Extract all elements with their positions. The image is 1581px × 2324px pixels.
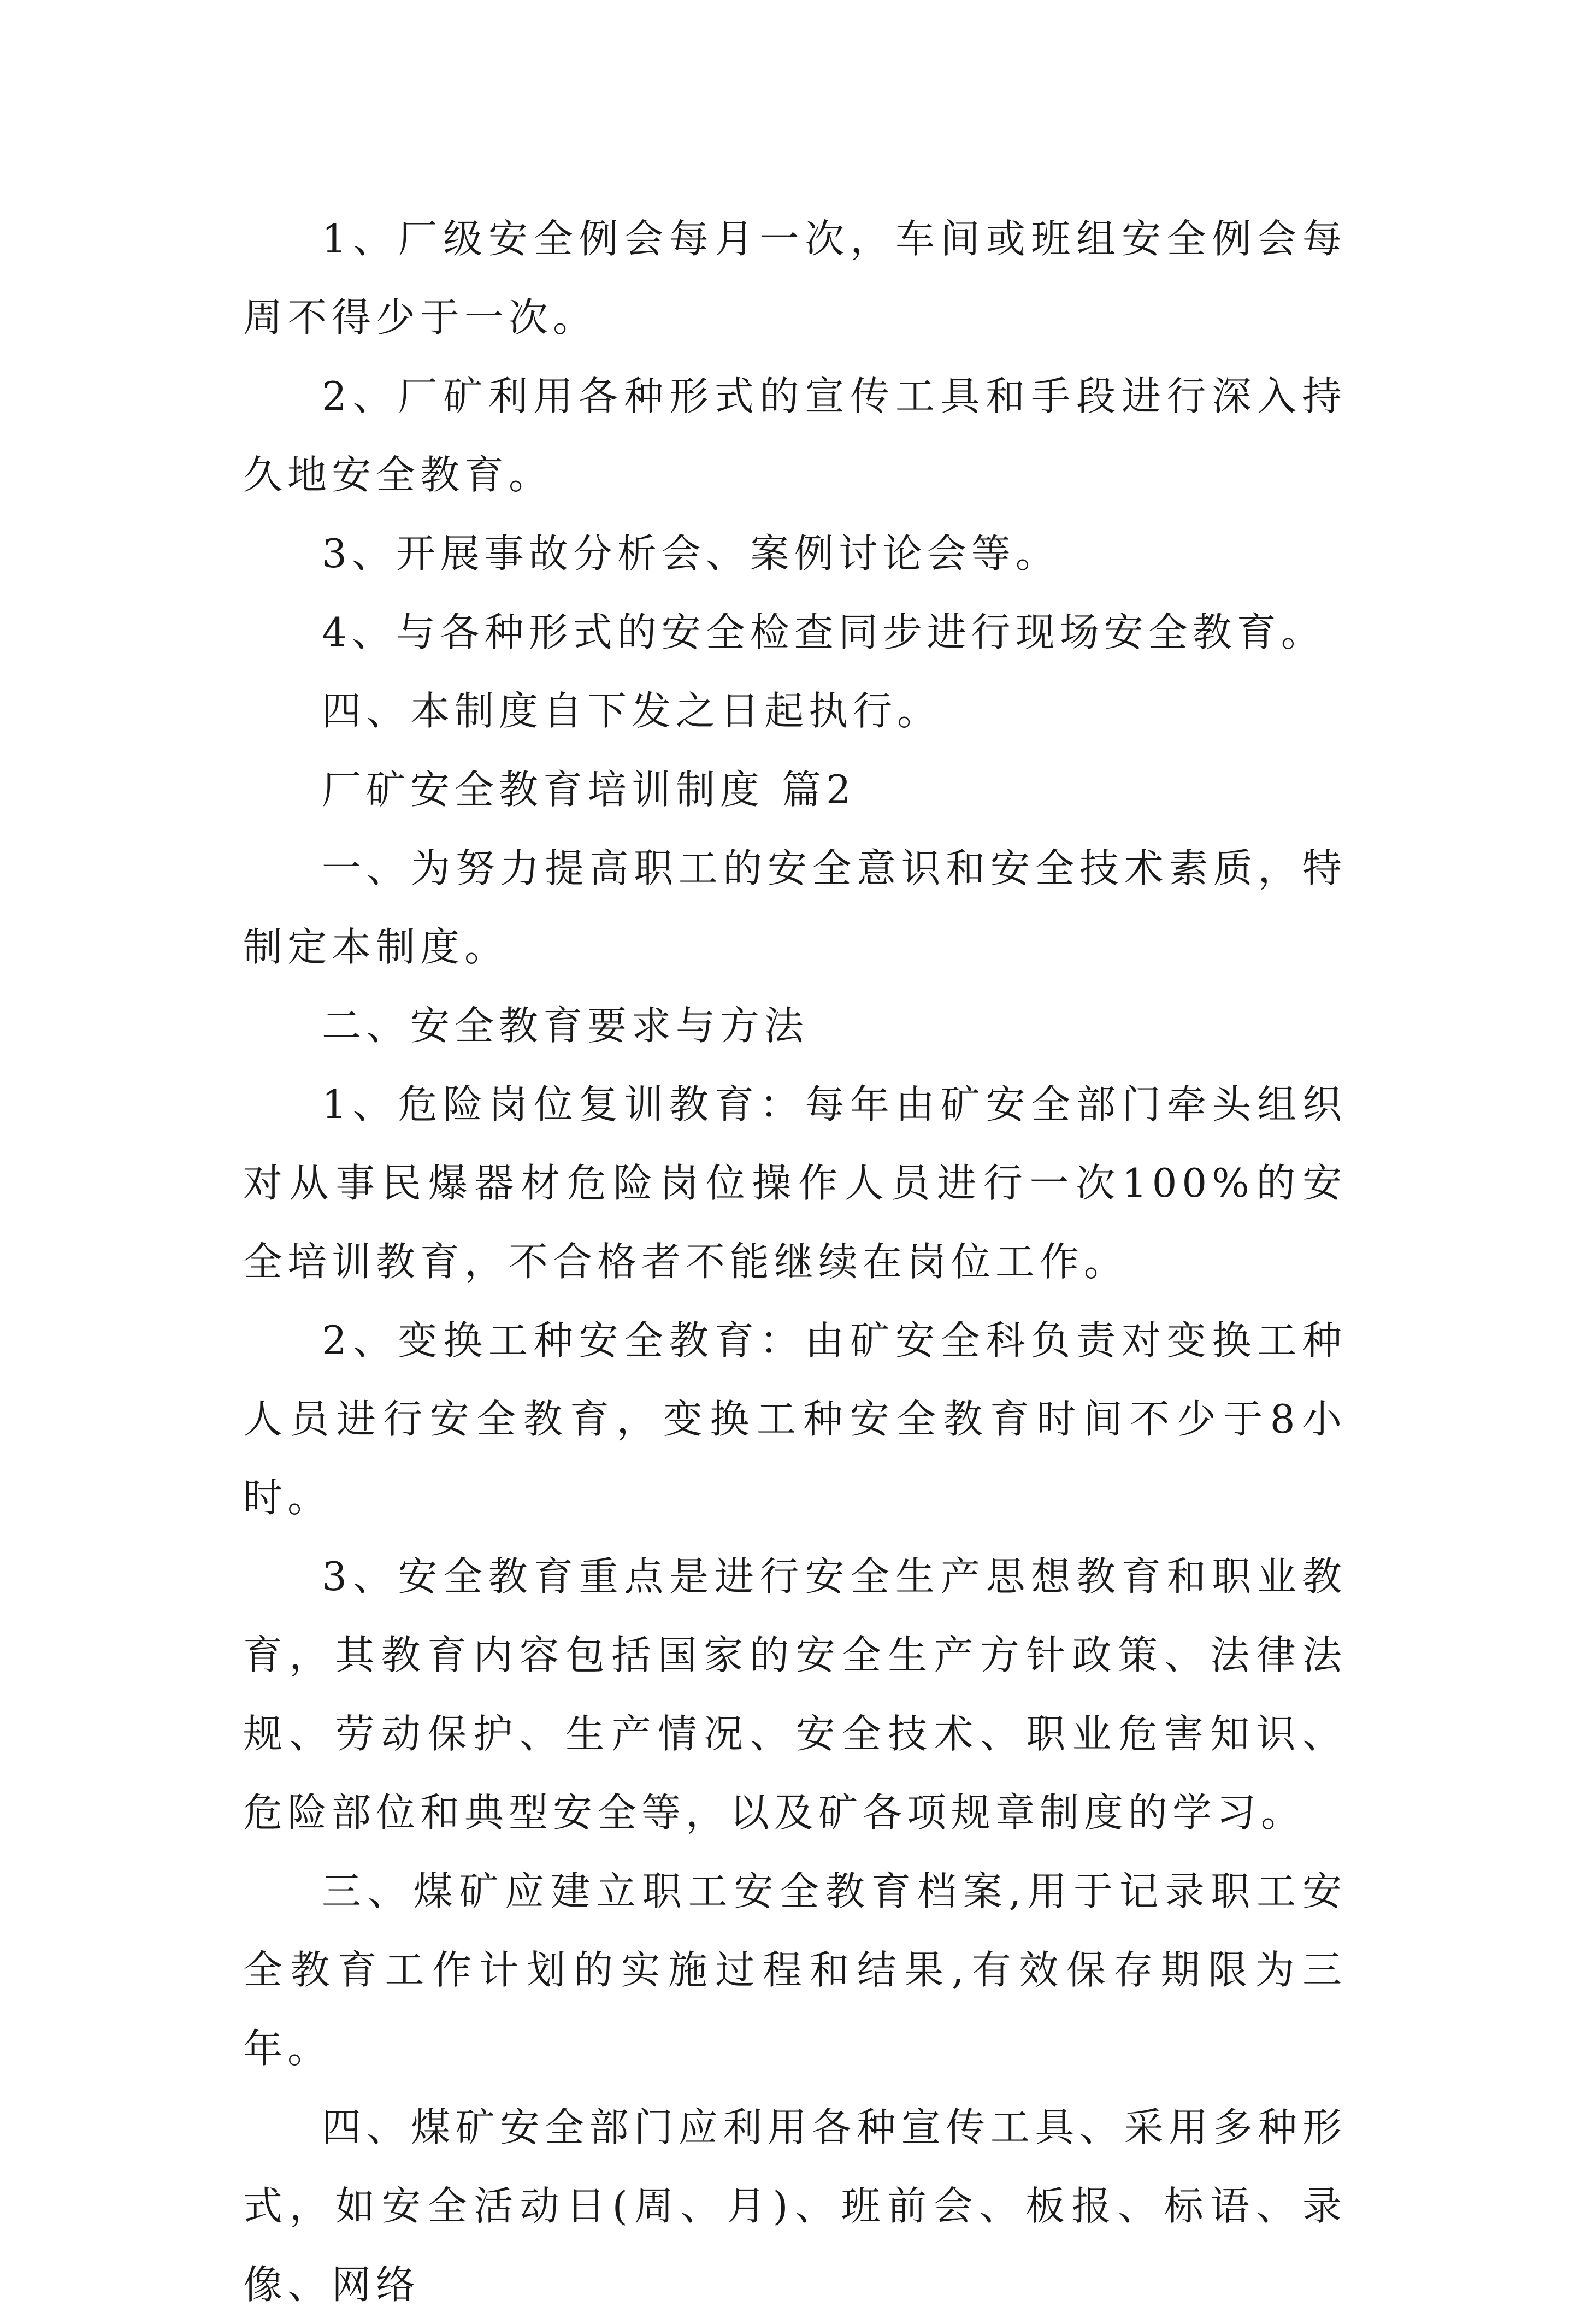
paragraph: 三、煤矿应建立职工安全教育档案,用于记录职工安全教育工作计划的实施过程和结果,有效保存期限为三年。 xyxy=(243,1868,1347,2072)
paragraph: 4、与各种形式的安全检查同步进行现场安全教育。 xyxy=(322,609,1325,655)
document-body xyxy=(243,199,1347,2324)
paragraph: 二、安全教育要求与方法 xyxy=(322,1003,809,1049)
paragraph: 3、安全教育重点是进行安全生产思想教育和职业教育，其教育内容包括国家的安全生产方针政策、法律法规、劳动保护、生产情况、安全技术、职业危害知识、危险部位和典型安全等，以及矿各项规章制度的学习。 xyxy=(243,1554,1347,1835)
paragraph: 2、厂矿利用各种形式的宣传工具和手段进行深入持久地安全教育。 xyxy=(243,373,1347,498)
paragraph: 3、开展事故分析会、案例讨论会等。 xyxy=(322,531,1060,576)
paragraph: 四、本制度自下发之日起执行。 xyxy=(322,688,942,734)
paragraph: 1、厂级安全例会每月一次，车间或班组安全例会每周不得少于一次。 xyxy=(243,216,1347,340)
paragraph: 1、危险岗位复训教育：每年由矿安全部门牵头组织对从事民爆器材危险岗位操作人员进行一次100%的安全培训教育，不合格者不能继续在岗位工作。 xyxy=(243,1081,1347,1285)
paragraph: 一、为努力提高职工的安全意识和安全技术素质，特制定本制度。 xyxy=(243,845,1347,970)
paragraph: 2、变换工种安全教育：由矿安全科负责对变换工种人员进行安全教育，变换工种安全教育时间不少于8小时。 xyxy=(243,1317,1347,1521)
paragraph: 四、煤矿安全部门应利用各种宣传工具、采用多种形式，如安全活动日(周、月)、班前会、板报、标语、录像、网络 xyxy=(243,2104,1347,2308)
section-heading: 厂矿安全教育培训制度 篇2 xyxy=(322,767,856,813)
